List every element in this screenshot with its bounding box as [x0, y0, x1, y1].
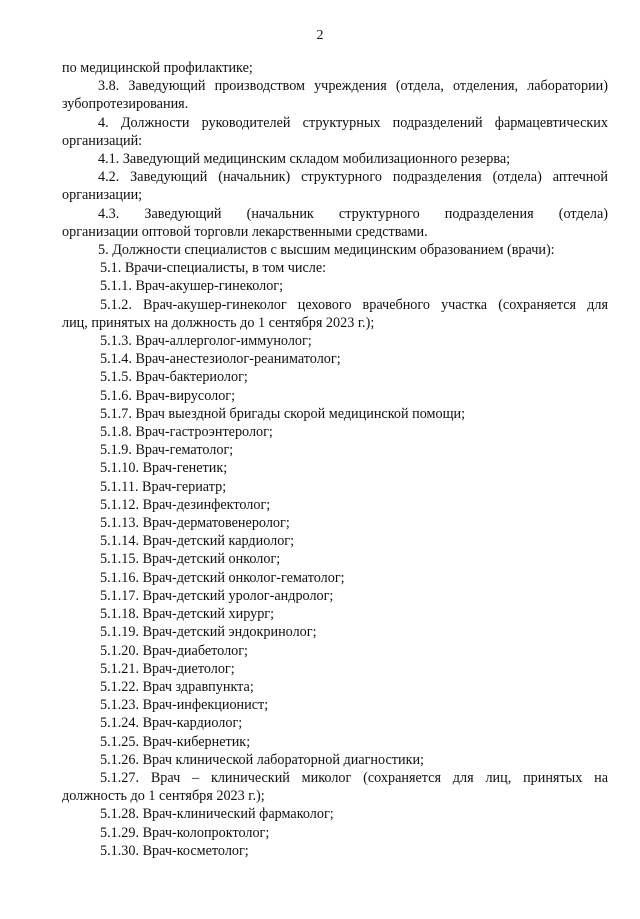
list-item: 5.1.11. Врач-гериатр;	[100, 478, 227, 495]
list-item: 5.1.17. Врач-детский уролог-андролог;	[100, 587, 334, 604]
text-line: по медицинской профилактике;	[62, 60, 253, 76]
list-item: 5.1.10. Врач-генетик;	[100, 460, 228, 477]
list-item: 5.1.24. Врач-кардиолог;	[100, 715, 243, 732]
list-item: 5.1.22. Врач здравпункта;	[100, 678, 254, 695]
document-body	[62, 59, 608, 860]
list-item: 5.1.26. Врач клинической лабораторной диагностики;	[100, 751, 424, 768]
list-item: 5.1.3. Врач-аллерголог-иммунолог;	[100, 333, 312, 350]
list-item: 5.1.28. Врач-клинический фармаколог;	[100, 806, 334, 823]
text-line: организации;	[62, 187, 143, 204]
list-item: 5.1.16. Врач-детский онколог-гематолог;	[100, 569, 345, 586]
list-item: 5.1.19. Врач-детский эндокринолог;	[100, 624, 317, 641]
text-line: 4.2. Заведующий (начальник) структурного подразделения (отдела) аптечной	[98, 169, 608, 186]
list-item: 5.1.18. Врач-детский хирург;	[100, 606, 275, 623]
list-item: 5.1.13. Врач-дерматовенеролог;	[100, 515, 290, 532]
text-line: 4. Должности руководителей структурных подразделений фармацевтических	[98, 114, 608, 131]
list-item: 5.1.1. Врач-акушер-гинеколог;	[100, 278, 284, 295]
list-item: 5.1.25. Врач-кибернетик;	[100, 733, 251, 750]
list-item: 5.1.20. Врач-диабетолог;	[100, 642, 248, 659]
list-item: 5.1.15. Врач-детский онколог;	[100, 551, 281, 568]
list-item: 5.1.12. Врач-дезинфектолог;	[100, 496, 271, 513]
list-item: 5.1.21. Врач-диетолог;	[100, 660, 235, 677]
text-line: зубопротезирования.	[62, 96, 189, 113]
page-number: 2	[316, 28, 324, 43]
text-line: 3.8. Заведующий производством учреждения (отдела, отделения, лаборатории)	[98, 78, 608, 95]
text-line: должность до 1 сентября 2023 г.);	[62, 788, 265, 805]
list-item: 5.1.23. Врач-инфекционист;	[100, 697, 269, 714]
text-line: 5.1. Врачи-специалисты, в том числе:	[100, 260, 327, 277]
list-item: 5.1.6. Врач-вирусолог;	[100, 387, 236, 404]
list-item: 5.1.29. Врач-колопроктолог;	[100, 824, 270, 841]
list-item: 5.1.7. Врач выездной бригады скорой медицинской помощи;	[100, 405, 466, 422]
text-line: 4.3. Заведующий (начальник структурного подразделения (отдела)	[98, 205, 608, 222]
list-item: 5.1.9. Врач-гематолог;	[100, 442, 234, 459]
list-item: 5.1.27. Врач – клинический миколог (сохраняется для лиц, принятых на	[100, 769, 608, 786]
list-item: 5.1.2. Врач-акушер-гинеколог цехового врачебного участка (сохраняется для	[100, 296, 608, 313]
text-line: 4.1. Заведующий медицинским складом мобилизационного резерва;	[98, 151, 511, 168]
list-item: 5.1.5. Врач-бактериолог;	[100, 369, 248, 386]
text-line: организаций:	[62, 132, 143, 149]
list-item: 5.1.4. Врач-анестезиолог-реаниматолог;	[100, 351, 341, 368]
text-line: лиц, принятых на должность до 1 сентября 2023 г.);	[62, 314, 375, 331]
list-item: 5.1.8. Врач-гастроэнтеролог;	[100, 424, 273, 441]
list-item: 5.1.30. Врач-косметолог;	[100, 842, 249, 859]
list-item: 5.1.14. Врач-детский кардиолог;	[100, 533, 295, 550]
text-line: организации оптовой торговли лекарственными средствами.	[62, 223, 428, 240]
text-line: 5. Должности специалистов с высшим медицинским образованием (врачи):	[98, 242, 555, 259]
